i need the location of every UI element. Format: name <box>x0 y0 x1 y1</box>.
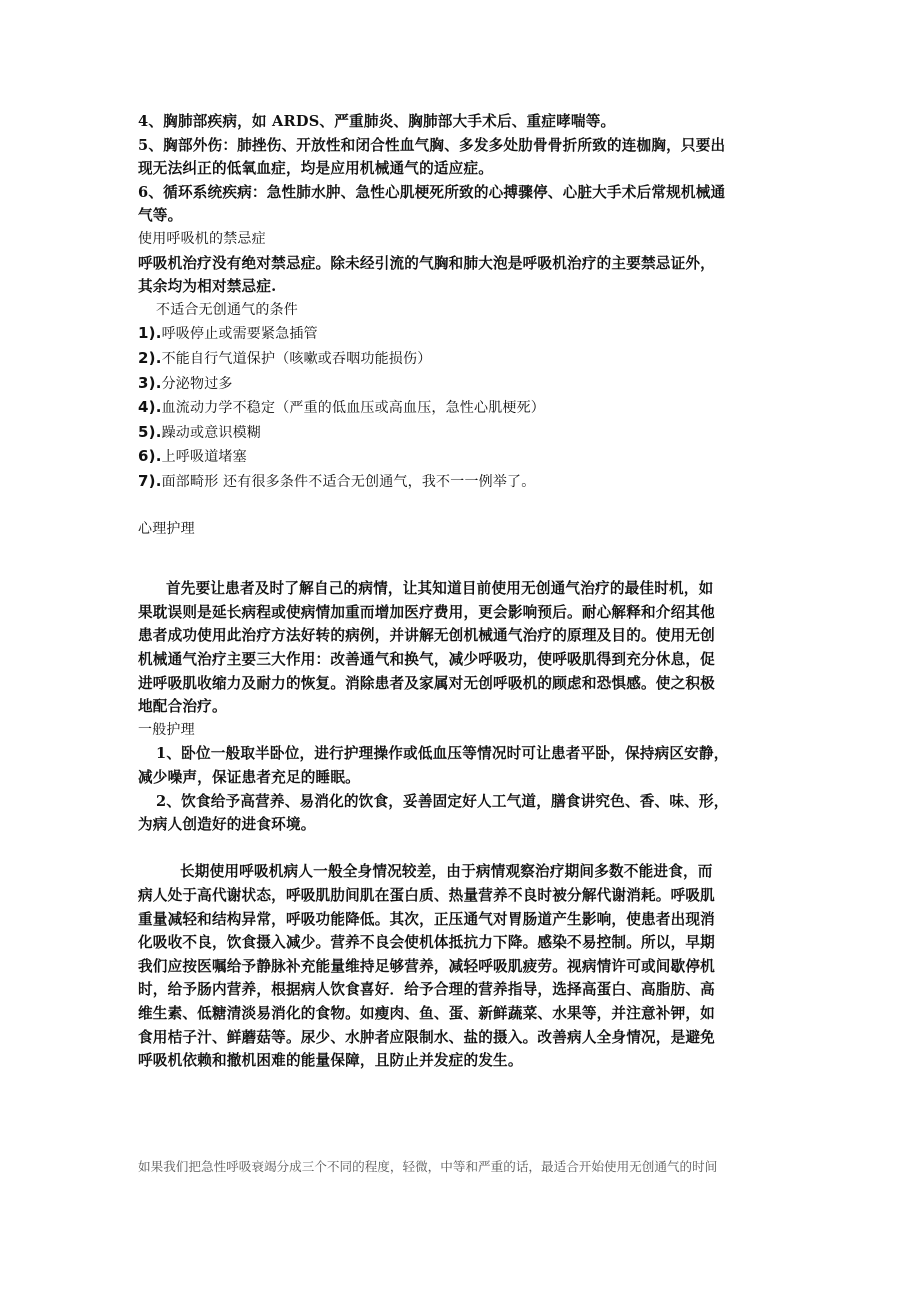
psych-paragraph-line: 患者成功使用此治疗方法好转的病例，并讲解无创机械通气治疗的原理及目的。使用无创 <box>138 627 715 645</box>
nutrition-paragraph-line: 长期使用呼吸机病人一般全身情况较差，由于病情观察治疗期间多数不能进食，而 <box>180 863 713 881</box>
nutrition-paragraph-line: 呼吸机依赖和撤机困难的能量保障，且防止并发症的发生。 <box>138 1052 523 1070</box>
general-care-line: 减少噪声，保证患者充足的睡眠。 <box>138 769 360 787</box>
nutrition-paragraph-line: 时，给予肠内营养，根据病人饮食喜好．给予合理的营养指导，选择高蛋白、高脂肪、高 <box>138 981 715 999</box>
psych-care-title: 心理护理 <box>138 521 195 538</box>
niv-item <box>138 322 788 347</box>
psych-paragraph-line: 机械通气治疗主要三大作用：改善通气和换气，减少呼吸功，使呼吸肌得到充分休息，促 <box>138 651 715 669</box>
niv-item-text: 分泌物过多 <box>161 375 233 392</box>
indication-line-5b: 现无法纠正的低氧血症，均是应用机械通气的适应症。 <box>138 160 494 178</box>
contraindication-text-1: 呼吸机治疗没有绝对禁忌症。除未经引流的气胸和肺大泡是呼吸机治疗的主要禁忌证外， <box>138 254 715 272</box>
spacer <box>138 542 788 566</box>
nutrition-paragraph-line: 维生素、低糖清淡易消化的食物。如瘦肉、鱼、蛋、新鲜蔬菜、水果等，并注意补钾，如 <box>138 1004 715 1022</box>
nutrition-paragraph-line: 病人处于高代谢状态，呼吸肌肋间肌在蛋白质、热量营养不良时被分解代谢消耗。呼吸肌 <box>138 887 715 904</box>
niv-item-number: 4). <box>138 398 162 417</box>
general-care-line: 1、卧位一般取半卧位，进行护理操作或低血压等情况时可让患者平卧，保持病区安静， <box>156 745 729 763</box>
nutrition-paragraph-line: 食用桔子汁、鲜蘑菇等。尿少、水肿者应限制水、盐的摄入。改善病人全身情况，是避免 <box>138 1028 715 1046</box>
document-body <box>138 110 788 1073</box>
niv-item-text: 上呼吸道堵塞 <box>161 449 247 466</box>
niv-item <box>138 396 788 421</box>
indication-line-5a: 5、胸部外伤：肺挫伤、开放性和闭合性血气胸、多发多处肋骨骨折所致的连枷胸，只要出 <box>138 136 726 154</box>
psych-paragraph-line: 果耽误则是延长病程或使病情加重而增加医疗费用，更会影响预后。耐心解释和介绍其他 <box>138 603 715 621</box>
indication-line-4: 4、胸肺部疾病，如 ARDS、严重肺炎、胸肺部大手术后、重症哮喘等。 <box>138 113 616 130</box>
niv-item-text: 不能自行气道保护（咳嗽或吞咽功能损伤） <box>161 350 432 367</box>
niv-item-text: 呼吸停止或需要紧急插管 <box>161 326 318 343</box>
niv-item <box>138 372 788 397</box>
contraindication-text-2: 其余均为相对禁忌症. <box>138 278 277 296</box>
psych-paragraph-line: 地配合治疗。 <box>138 698 227 716</box>
niv-item-text: 面部畸形 还有很多条件不适合无创通气，我不一一例举了。 <box>161 473 536 490</box>
niv-item <box>138 445 788 470</box>
niv-item-number: 3). <box>138 373 162 392</box>
psych-paragraph-line: 进呼吸肌收缩力及耐力的恢复。消除患者及家属对无创呼吸机的顾虑和恐惧感。使之积极 <box>138 674 715 692</box>
general-care-line: 2、饮食给予高营养、易消化的饮食，妥善固定好人工气道，膳食讲究色、香、味、形， <box>156 792 729 810</box>
indication-line-6a: 6、循环系统疾病：急性肺水肿、急性心肌梗死所致的心搏骤停、心脏大手术后常规机械通 <box>138 183 726 201</box>
niv-item <box>138 470 788 495</box>
psych-paragraph-line: 首先要让患者及时了解自己的病情，让其知道目前使用无创通气治疗的最佳时机，如 <box>166 580 714 598</box>
indication-line-6b: 气等。 <box>138 207 183 225</box>
nutrition-paragraph-line: 化吸收不良，饮食摄入减少。营养不良会使机体抵抗力下降。感染不易控制。所以，早期 <box>138 934 715 952</box>
niv-item-text: 躁动或意识模糊 <box>161 424 261 441</box>
niv-item-number: 6). <box>138 447 162 466</box>
general-care-title: 一般护理 <box>138 721 195 738</box>
niv-conditions-title: 不适合无创通气的条件 <box>156 301 298 318</box>
general-care-line: 为病人创造好的进食环境。 <box>138 816 316 834</box>
niv-item-text: 血流动力学不稳定（严重的低血压或高血压，急性心肌梗死） <box>161 400 545 417</box>
contraindication-title: 使用呼吸机的禁忌症 <box>138 230 266 247</box>
nutrition-paragraph-line: 我们应按医嘱给予静脉补充能量维持足够营养，减轻呼吸肌疲劳。视病情许可或间歇停机 <box>138 957 715 975</box>
niv-item-number: 2). <box>138 348 162 367</box>
niv-item-number: 7). <box>138 471 162 490</box>
niv-item-number: 1). <box>138 324 162 343</box>
spacer <box>138 837 788 861</box>
niv-item-number: 5). <box>138 422 162 441</box>
spacer <box>138 495 788 519</box>
niv-item <box>138 421 788 446</box>
niv-item <box>138 347 788 372</box>
footer-text: 如果我们把急性呼吸衰竭分成三个不同的程度，轻微，中等和严重的话，最适合开始使用无创通气的时间 <box>138 1159 718 1174</box>
nutrition-paragraph-line: 重量减轻和结构异常，呼吸功能降低。其次，正压通气对胃肠道产生影响，使患者出现消 <box>138 910 715 928</box>
spacer <box>138 565 788 577</box>
